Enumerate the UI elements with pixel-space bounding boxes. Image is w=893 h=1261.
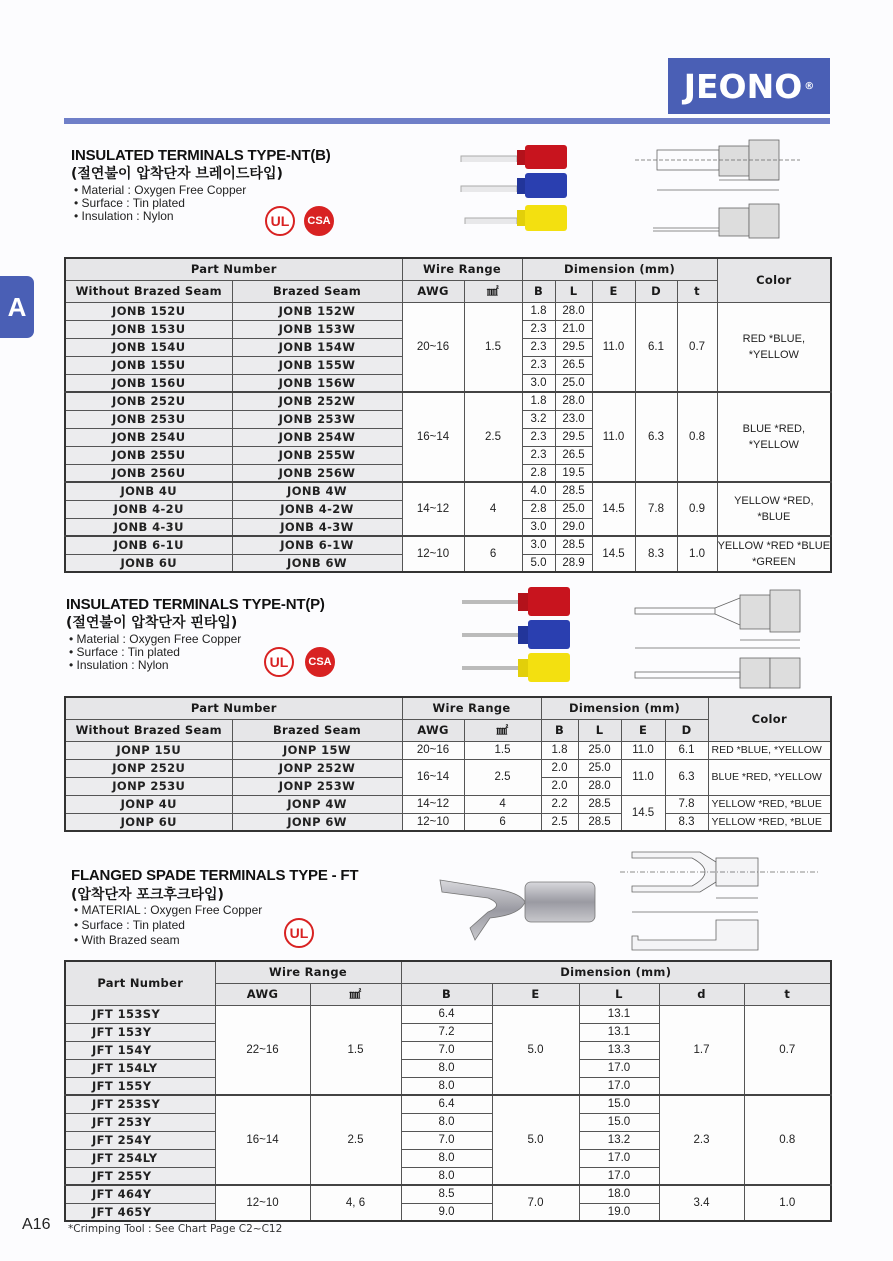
mm2: 1.5 xyxy=(464,741,541,759)
dim-b: 8.0 xyxy=(401,1149,492,1167)
col-b: B xyxy=(401,983,492,1005)
mm2: 1.5 xyxy=(310,1005,401,1095)
dim-t: 1.0 xyxy=(677,536,717,572)
ul-cert-icon: UL xyxy=(264,647,294,677)
ntb-dimension-diagram xyxy=(635,128,825,243)
table-row xyxy=(65,795,831,813)
header-color: Color xyxy=(717,258,831,302)
part-brazed: JONP 252W xyxy=(232,759,402,777)
dim-d: 7.8 xyxy=(635,482,677,536)
dim-b: 8.0 xyxy=(401,1167,492,1185)
dim-b: 2.8 xyxy=(522,464,555,482)
dim-b: 2.0 xyxy=(541,777,578,795)
pin-terminal-photo xyxy=(458,585,573,685)
spec-list-ntb xyxy=(74,184,246,223)
spec-item: • Material : Oxygen Free Copper xyxy=(69,633,241,646)
part-brazed: JONP 4W xyxy=(232,795,402,813)
dim-b: 2.3 xyxy=(522,446,555,464)
dim-b: 7.0 xyxy=(401,1131,492,1149)
col-l: L xyxy=(578,719,621,741)
col-t: t xyxy=(677,280,717,302)
color: YELLOW *RED *BLUE *GREEN xyxy=(717,536,831,572)
col-awg: AWG xyxy=(402,280,464,302)
header-dimension: Dimension (mm) xyxy=(522,258,717,280)
awg: 12~10 xyxy=(402,813,464,831)
part-without: JONB 6-1U xyxy=(65,536,232,554)
terminal-red xyxy=(461,145,567,169)
section-title-ntb: INSULATED TERMINALS TYPE-NT(B) xyxy=(71,147,331,164)
dim-b: 3.0 xyxy=(522,374,555,392)
part-brazed: JONB 154W xyxy=(232,338,402,356)
color: YELLOW *RED, *BLUE xyxy=(708,795,831,813)
dim-d: 8.3 xyxy=(665,813,708,831)
col-d: d xyxy=(659,983,744,1005)
page-number: A16 xyxy=(22,1216,51,1233)
dim-e: 11.0 xyxy=(592,392,635,482)
dim-l: 15.0 xyxy=(579,1113,659,1131)
header-rule xyxy=(64,118,830,124)
terminal-yellow xyxy=(465,205,567,231)
col-mm2: ㎟ xyxy=(464,719,541,741)
table-row xyxy=(65,813,831,831)
part-brazed: JONB 153W xyxy=(232,320,402,338)
dim-d: 2.3 xyxy=(659,1095,744,1185)
dim-l: 13.2 xyxy=(579,1131,659,1149)
dim-l: 13.1 xyxy=(579,1005,659,1023)
terminal-yellow xyxy=(462,653,570,682)
mm2: 1.5 xyxy=(464,302,522,392)
spec-item: • Insulation : Nylon xyxy=(69,659,241,672)
mm2: 6 xyxy=(464,813,541,831)
brand-logo xyxy=(668,58,830,114)
part-without: JONB 153U xyxy=(65,320,232,338)
col-mm2: ㎟ xyxy=(464,280,522,302)
dim-b: 2.3 xyxy=(522,320,555,338)
part-number: JFT 465Y xyxy=(65,1203,215,1221)
col-awg: AWG xyxy=(215,983,310,1005)
section-subtitle-ntb: (절연불이 압착단자 브레이드타입) xyxy=(71,166,283,182)
part-without: JONB 252U xyxy=(65,392,232,410)
part-brazed: JONP 6W xyxy=(232,813,402,831)
dim-l: 26.5 xyxy=(555,446,592,464)
brand-name: JEONO xyxy=(683,66,803,106)
dim-l: 29.0 xyxy=(555,518,592,536)
table-row xyxy=(65,1095,831,1113)
header-part-number: Part Number xyxy=(65,258,402,280)
dim-d: 6.1 xyxy=(635,302,677,392)
col-t: t xyxy=(744,983,831,1005)
header-dimension: Dimension (mm) xyxy=(401,961,831,983)
ntp-dimension-diagram xyxy=(615,580,825,690)
part-number: JFT 154Y xyxy=(65,1041,215,1059)
awg: 14~12 xyxy=(402,795,464,813)
awg: 16~14 xyxy=(402,759,464,795)
dim-l: 17.0 xyxy=(579,1059,659,1077)
dim-l: 28.5 xyxy=(578,795,621,813)
dim-t: 1.0 xyxy=(744,1185,831,1221)
blade-terminal-photo xyxy=(455,140,570,235)
dim-b: 8.0 xyxy=(401,1077,492,1095)
part-without: JONB 4U xyxy=(65,482,232,500)
dim-e: 14.5 xyxy=(621,795,665,831)
dim-b: 2.5 xyxy=(541,813,578,831)
header-color: Color xyxy=(708,697,831,741)
part-brazed: JONB 252W xyxy=(232,392,402,410)
csa-cert-icon: CSA xyxy=(305,647,335,677)
dim-e: 5.0 xyxy=(492,1005,579,1095)
part-without: JONB 6U xyxy=(65,554,232,572)
col-mm2: ㎟ xyxy=(310,983,401,1005)
dim-d: 1.7 xyxy=(659,1005,744,1095)
mm2: 2.5 xyxy=(464,759,541,795)
mm2: 4, 6 xyxy=(310,1185,401,1221)
section-title-ntp: INSULATED TERMINALS TYPE-NT(P) xyxy=(66,596,325,613)
dim-b: 6.4 xyxy=(401,1095,492,1113)
dim-b: 8.0 xyxy=(401,1113,492,1131)
dim-b: 2.3 xyxy=(522,338,555,356)
spec-item: • Insulation : Nylon xyxy=(74,210,246,223)
ntb-spec-table xyxy=(64,257,832,573)
awg: 16~14 xyxy=(402,392,464,482)
mm2: 2.5 xyxy=(464,392,522,482)
awg: 12~10 xyxy=(402,536,464,572)
dim-l: 25.0 xyxy=(578,759,621,777)
part-brazed: JONB 4-2W xyxy=(232,500,402,518)
section-subtitle-ntp: (절연불이 압착단자 핀타입) xyxy=(66,615,238,631)
terminal-blue xyxy=(461,173,567,198)
part-brazed: JONP 15W xyxy=(232,741,402,759)
dim-t: 0.9 xyxy=(677,482,717,536)
spec-item: • Surface : Tin plated xyxy=(69,646,241,659)
spec-item: • MATERIAL : Oxygen Free Copper xyxy=(74,903,262,918)
col-e: E xyxy=(621,719,665,741)
mm2: 4 xyxy=(464,482,522,536)
col-e: E xyxy=(492,983,579,1005)
registered-mark: ® xyxy=(804,80,815,92)
table-row xyxy=(65,1005,831,1023)
dim-b: 2.3 xyxy=(522,428,555,446)
part-without: JONB 255U xyxy=(65,446,232,464)
dim-b: 8.0 xyxy=(401,1059,492,1077)
col-b: B xyxy=(522,280,555,302)
table-row xyxy=(65,1185,831,1203)
part-brazed: JONB 253W xyxy=(232,410,402,428)
ul-cert-icon: UL xyxy=(265,206,295,236)
awg: 20~16 xyxy=(402,302,464,392)
awg: 14~12 xyxy=(402,482,464,536)
dim-b: 6.4 xyxy=(401,1005,492,1023)
header-wire-range: Wire Range xyxy=(402,697,541,719)
dim-l: 13.1 xyxy=(579,1023,659,1041)
part-number: JFT 153Y xyxy=(65,1023,215,1041)
dim-l: 23.0 xyxy=(555,410,592,428)
part-number: JFT 464Y xyxy=(65,1185,215,1203)
dim-l: 13.3 xyxy=(579,1041,659,1059)
dim-e: 11.0 xyxy=(621,759,665,795)
part-brazed: JONB 254W xyxy=(232,428,402,446)
mm2: 6 xyxy=(464,536,522,572)
dim-l: 28.5 xyxy=(555,536,592,554)
dim-l: 19.0 xyxy=(579,1203,659,1221)
dim-l: 29.5 xyxy=(555,428,592,446)
section-title-ft: FLANGED SPADE TERMINALS TYPE - FT xyxy=(71,867,359,884)
dim-b: 3.0 xyxy=(522,536,555,554)
header-part-number: Part Number xyxy=(65,961,215,1005)
col-l: L xyxy=(579,983,659,1005)
header-wire-range: Wire Range xyxy=(402,258,522,280)
color: BLUE *RED, *YELLOW xyxy=(708,759,831,795)
dim-d: 6.3 xyxy=(665,759,708,795)
csa-cert-icon: CSA xyxy=(304,206,334,236)
part-without: JONB 156U xyxy=(65,374,232,392)
dim-b: 4.0 xyxy=(522,482,555,500)
table-row xyxy=(65,536,831,554)
dim-l: 28.0 xyxy=(555,392,592,410)
awg: 20~16 xyxy=(402,741,464,759)
part-brazed: JONP 253W xyxy=(232,777,402,795)
awg: 22~16 xyxy=(215,1005,310,1095)
dim-b: 2.3 xyxy=(522,356,555,374)
part-number: JFT 155Y xyxy=(65,1077,215,1095)
spec-item: • Material : Oxygen Free Copper xyxy=(74,184,246,197)
part-number: JFT 255Y xyxy=(65,1167,215,1185)
dim-l: 25.0 xyxy=(555,374,592,392)
col-b: B xyxy=(541,719,578,741)
dim-t: 0.8 xyxy=(744,1095,831,1185)
ntp-spec-table xyxy=(64,696,832,832)
dim-l: 28.0 xyxy=(578,777,621,795)
dim-l: 29.5 xyxy=(555,338,592,356)
dim-e: 14.5 xyxy=(592,482,635,536)
table-row xyxy=(65,759,831,777)
color: BLUE *RED, *YELLOW xyxy=(717,392,831,482)
spec-item: • Surface : Tin plated xyxy=(74,197,246,210)
spec-list-ntp xyxy=(69,633,241,672)
dim-b: 2.0 xyxy=(541,759,578,777)
part-brazed: JONB 6W xyxy=(232,554,402,572)
spec-item: • Surface : Tin plated xyxy=(74,918,262,933)
awg: 16~14 xyxy=(215,1095,310,1185)
part-brazed: JONB 255W xyxy=(232,446,402,464)
table-row xyxy=(65,741,831,759)
dim-l: 18.0 xyxy=(579,1185,659,1203)
dim-b: 1.8 xyxy=(541,741,578,759)
col-without-brazed: Without Brazed Seam xyxy=(65,280,232,302)
part-number: JFT 253SY xyxy=(65,1095,215,1113)
color: YELLOW *RED, *BLUE xyxy=(708,813,831,831)
part-without: JONB 256U xyxy=(65,464,232,482)
part-without: JONP 15U xyxy=(65,741,232,759)
ul-cert-icon: UL xyxy=(284,918,314,948)
dim-l: 17.0 xyxy=(579,1077,659,1095)
header-dimension: Dimension (mm) xyxy=(541,697,708,719)
dim-l: 21.0 xyxy=(555,320,592,338)
dim-l: 28.5 xyxy=(555,482,592,500)
col-e: E xyxy=(592,280,635,302)
part-without: JONB 155U xyxy=(65,356,232,374)
mm2: 4 xyxy=(464,795,541,813)
dim-d: 3.4 xyxy=(659,1185,744,1221)
dim-t: 0.8 xyxy=(677,392,717,482)
part-number: JFT 254Y xyxy=(65,1131,215,1149)
dim-b: 3.0 xyxy=(522,518,555,536)
section-tab[interactable]: A xyxy=(0,276,34,338)
spade-terminal-photo xyxy=(430,860,605,950)
dim-e: 5.0 xyxy=(492,1095,579,1185)
dim-l: 28.9 xyxy=(555,554,592,572)
dim-t: 0.7 xyxy=(677,302,717,392)
header-wire-range: Wire Range xyxy=(215,961,401,983)
dim-t: 0.7 xyxy=(744,1005,831,1095)
dim-l: 26.5 xyxy=(555,356,592,374)
dim-b: 9.0 xyxy=(401,1203,492,1221)
part-number: JFT 153SY xyxy=(65,1005,215,1023)
part-brazed: JONB 156W xyxy=(232,374,402,392)
table-row xyxy=(65,482,831,500)
dim-b: 7.2 xyxy=(401,1023,492,1041)
dim-l: 28.5 xyxy=(578,813,621,831)
col-awg: AWG xyxy=(402,719,464,741)
dim-l: 25.0 xyxy=(555,500,592,518)
crimping-tool-footnote: *Crimping Tool : See Chart Page C2~C12 xyxy=(68,1223,283,1235)
dim-e: 11.0 xyxy=(592,302,635,392)
section-subtitle-ft: (압착단자 포크후크타입) xyxy=(71,887,224,903)
spec-item: • With Brazed seam xyxy=(74,933,262,948)
dim-b: 3.2 xyxy=(522,410,555,428)
part-brazed: JONB 6-1W xyxy=(232,536,402,554)
col-brazed: Brazed Seam xyxy=(232,280,402,302)
part-brazed: JONB 4W xyxy=(232,482,402,500)
table-row xyxy=(65,302,831,320)
dim-b: 5.0 xyxy=(522,554,555,572)
spec-list-ft xyxy=(74,903,262,948)
col-d: D xyxy=(665,719,708,741)
mm2: 2.5 xyxy=(310,1095,401,1185)
part-without: JONP 253U xyxy=(65,777,232,795)
part-without: JONP 6U xyxy=(65,813,232,831)
dim-e: 7.0 xyxy=(492,1185,579,1221)
color: RED *BLUE, *YELLOW xyxy=(717,302,831,392)
dim-d: 6.3 xyxy=(635,392,677,482)
part-without: JONB 4-3U xyxy=(65,518,232,536)
dim-b: 8.5 xyxy=(401,1185,492,1203)
color: YELLOW *RED, *BLUE xyxy=(717,482,831,536)
ft-dimension-diagram xyxy=(620,840,825,958)
ft-spec-table xyxy=(64,960,832,1222)
awg: 12~10 xyxy=(215,1185,310,1221)
dim-b: 1.8 xyxy=(522,302,555,320)
dim-l: 17.0 xyxy=(579,1167,659,1185)
col-without-brazed: Without Brazed Seam xyxy=(65,719,232,741)
header-part-number: Part Number xyxy=(65,697,402,719)
col-d: D xyxy=(635,280,677,302)
dim-l: 17.0 xyxy=(579,1149,659,1167)
part-brazed: JONB 155W xyxy=(232,356,402,374)
dim-b: 2.2 xyxy=(541,795,578,813)
col-l: L xyxy=(555,280,592,302)
dim-d: 8.3 xyxy=(635,536,677,572)
dim-b: 1.8 xyxy=(522,392,555,410)
part-number: JFT 154LY xyxy=(65,1059,215,1077)
col-brazed: Brazed Seam xyxy=(232,719,402,741)
color: RED *BLUE, *YELLOW xyxy=(708,741,831,759)
dim-d: 6.1 xyxy=(665,741,708,759)
part-without: JONB 254U xyxy=(65,428,232,446)
dim-b: 7.0 xyxy=(401,1041,492,1059)
part-without: JONP 4U xyxy=(65,795,232,813)
part-brazed: JONB 152W xyxy=(232,302,402,320)
part-number: JFT 254LY xyxy=(65,1149,215,1167)
dim-l: 25.0 xyxy=(578,741,621,759)
terminal-red xyxy=(462,587,570,616)
part-without: JONB 154U xyxy=(65,338,232,356)
part-brazed: JONB 256W xyxy=(232,464,402,482)
dim-b: 2.8 xyxy=(522,500,555,518)
table-row xyxy=(65,392,831,410)
part-without: JONB 253U xyxy=(65,410,232,428)
terminal-blue xyxy=(462,620,570,649)
dim-l: 15.0 xyxy=(579,1095,659,1113)
part-number: JFT 253Y xyxy=(65,1113,215,1131)
part-brazed: JONB 4-3W xyxy=(232,518,402,536)
dim-d: 7.8 xyxy=(665,795,708,813)
dim-e: 14.5 xyxy=(592,536,635,572)
part-without: JONP 252U xyxy=(65,759,232,777)
dim-e: 11.0 xyxy=(621,741,665,759)
dim-l: 28.0 xyxy=(555,302,592,320)
part-without: JONB 152U xyxy=(65,302,232,320)
dim-l: 19.5 xyxy=(555,464,592,482)
part-without: JONB 4-2U xyxy=(65,500,232,518)
